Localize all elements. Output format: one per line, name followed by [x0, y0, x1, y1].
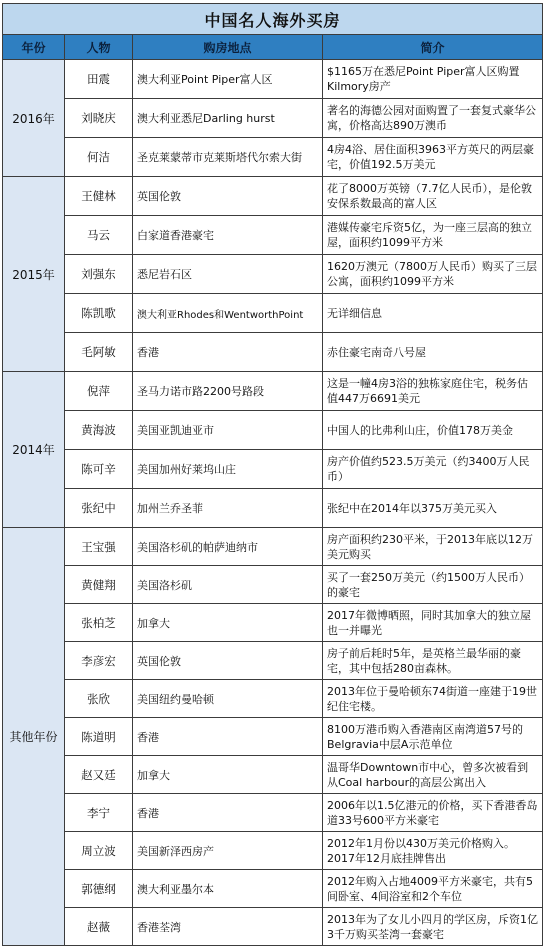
table-row — [3, 718, 543, 756]
summary-cell: 2013年位于曼哈顿东74街道一座建于19世纪住宅楼。 — [323, 680, 543, 718]
person-cell: 毛阿敏 — [65, 333, 133, 372]
summary-cell: 港媒传豪宅斥资5亿，为一座三层高的独立屋，面积约1099平方米 — [323, 216, 543, 255]
location-cell: 香港 — [133, 794, 323, 832]
table-row — [3, 294, 543, 333]
person-cell: 陈凯歌 — [65, 294, 133, 333]
location-cell: 澳大利亚Rhodes和WentworthPoint — [133, 294, 323, 333]
summary-cell: 2006年以1.5亿港元的价格，买下香港香岛道33号600平方米豪宅 — [323, 794, 543, 832]
table-row — [3, 756, 543, 794]
location-cell: 香港 — [133, 718, 323, 756]
summary-cell: 1620万澳元（7800万人民币）购买了三层公寓，面积约1099平方米 — [323, 255, 543, 294]
summary-cell: 无详细信息 — [323, 294, 543, 333]
person-cell: 张欣 — [65, 680, 133, 718]
person-cell: 赵又廷 — [65, 756, 133, 794]
person-cell: 周立波 — [65, 832, 133, 870]
person-cell: 李宁 — [65, 794, 133, 832]
location-cell: 香港 — [133, 333, 323, 372]
table-row — [3, 255, 543, 294]
location-cell: 美国纽约曼哈顿 — [133, 680, 323, 718]
location-cell: 美国亚凯迪亚市 — [133, 411, 323, 450]
year-cell: 其他年份 — [3, 528, 65, 946]
location-cell: 圣马力诺市路2200号路段 — [133, 372, 323, 411]
person-cell: 黄海波 — [65, 411, 133, 450]
location-cell: 美国洛杉矶的帕萨迪纳市 — [133, 528, 323, 566]
summary-cell: 著名的海德公园对面购置了一套复式豪华公寓，价格高达890万澳币 — [323, 99, 543, 138]
person-cell: 何洁 — [65, 138, 133, 177]
table-row — [3, 870, 543, 908]
location-cell: 澳大利亚悉尼Darling hurst — [133, 99, 323, 138]
person-cell: 田震 — [65, 60, 133, 99]
person-cell: 黄健翔 — [65, 566, 133, 604]
location-cell: 白家道香港豪宅 — [133, 216, 323, 255]
summary-cell: 中国人的比弗利山庄，价值178万美金 — [323, 411, 543, 450]
summary-cell: 2012年1月份以430万美元价格购入。2017年12月底挂牌售出 — [323, 832, 543, 870]
table-row — [3, 333, 543, 372]
summary-cell: 4房4浴、居住面积3963平方英尺的两层豪宅，价值192.5万美元 — [323, 138, 543, 177]
table-row — [3, 60, 543, 99]
summary-cell: 2012年购入占地4009平方米豪宅，共有5间卧室、4间浴室和2个车位 — [323, 870, 543, 908]
summary-cell: 8100万港币购入香港南区南湾道57号的Belgravia中层A示范单位 — [323, 718, 543, 756]
table-row — [3, 177, 543, 216]
celebrity-property-table — [2, 3, 543, 946]
person-cell: 王宝强 — [65, 528, 133, 566]
table-container — [2, 0, 542, 946]
header-row — [3, 35, 543, 60]
location-cell: 美国洛杉矶 — [133, 566, 323, 604]
person-cell: 郭德纲 — [65, 870, 133, 908]
location-cell: 美国新泽西房产 — [133, 832, 323, 870]
summary-cell: 房子前后耗时5年，是英格兰最华丽的豪宅，其中包括280亩森林。 — [323, 642, 543, 680]
summary-cell: 张纪中在2014年以375万美元买入 — [323, 489, 543, 528]
table-row — [3, 411, 543, 450]
location-cell: 加拿大 — [133, 604, 323, 642]
table-row — [3, 450, 543, 489]
person-cell: 刘晓庆 — [65, 99, 133, 138]
table-row — [3, 489, 543, 528]
location-cell: 圣克莱蒙蒂市克莱斯塔代尔索大街 — [133, 138, 323, 177]
header-summary: 简介 — [323, 35, 543, 60]
person-cell: 陈道明 — [65, 718, 133, 756]
person-cell: 张纪中 — [65, 489, 133, 528]
location-cell: 澳大利亚墨尔本 — [133, 870, 323, 908]
table-row — [3, 642, 543, 680]
summary-cell: 2013年为了女儿小四月的学区房，斥资1亿3千万购买荃湾一套豪宅 — [323, 908, 543, 946]
summary-cell: 温哥华Downtown市中心，曾多次被看到从Coal harbour的高层公寓出入 — [323, 756, 543, 794]
person-cell: 陈可辛 — [65, 450, 133, 489]
location-cell: 香港荃湾 — [133, 908, 323, 946]
person-cell: 赵薇 — [65, 908, 133, 946]
person-cell: 王健林 — [65, 177, 133, 216]
table-row — [3, 528, 543, 566]
year-cell: 2015年 — [3, 177, 65, 372]
table-row — [3, 832, 543, 870]
summary-cell: 房产价值约523.5万美元（约3400万人民币） — [323, 450, 543, 489]
location-cell: 加拿大 — [133, 756, 323, 794]
location-cell: 悉尼岩石区 — [133, 255, 323, 294]
summary-cell: 这是一幢4房3浴的独栋家庭住宅，税务估值447万6691美元 — [323, 372, 543, 411]
table-row — [3, 216, 543, 255]
table-title: 中国名人海外买房 — [3, 4, 543, 35]
location-cell: 英国伦敦 — [133, 642, 323, 680]
year-cell: 2016年 — [3, 60, 65, 177]
year-cell: 2014年 — [3, 372, 65, 528]
table-row — [3, 566, 543, 604]
person-cell: 马云 — [65, 216, 133, 255]
summary-cell: $1165万在悉尼Point Piper富人区购置Kilmory房产 — [323, 60, 543, 99]
summary-cell: 买了一套250万美元（约1500万人民币）的豪宅 — [323, 566, 543, 604]
header-person: 人物 — [65, 35, 133, 60]
summary-cell: 赤住豪宅南奇八号屋 — [323, 333, 543, 372]
person-cell: 李彦宏 — [65, 642, 133, 680]
location-cell: 美国加州好莱坞山庄 — [133, 450, 323, 489]
location-cell: 澳大利亚Point Piper富人区 — [133, 60, 323, 99]
table-row — [3, 99, 543, 138]
table-row — [3, 604, 543, 642]
person-cell: 刘强东 — [65, 255, 133, 294]
header-year: 年份 — [3, 35, 65, 60]
person-cell: 张柏芝 — [65, 604, 133, 642]
location-cell: 英国伦敦 — [133, 177, 323, 216]
summary-cell: 2017年微博晒照，同时其加拿大的独立屋也一并曝光 — [323, 604, 543, 642]
summary-cell: 房产面积约230平米，于2013年底以12万美元购买 — [323, 528, 543, 566]
table-row — [3, 372, 543, 411]
table-row — [3, 908, 543, 946]
table-row — [3, 794, 543, 832]
table-row — [3, 680, 543, 718]
person-cell: 倪萍 — [65, 372, 133, 411]
summary-cell: 花了8000万英镑（7.7亿人民币），是伦敦安保系数最高的富人区 — [323, 177, 543, 216]
header-location: 购房地点 — [133, 35, 323, 60]
location-cell: 加州兰乔圣菲 — [133, 489, 323, 528]
table-row — [3, 138, 543, 177]
